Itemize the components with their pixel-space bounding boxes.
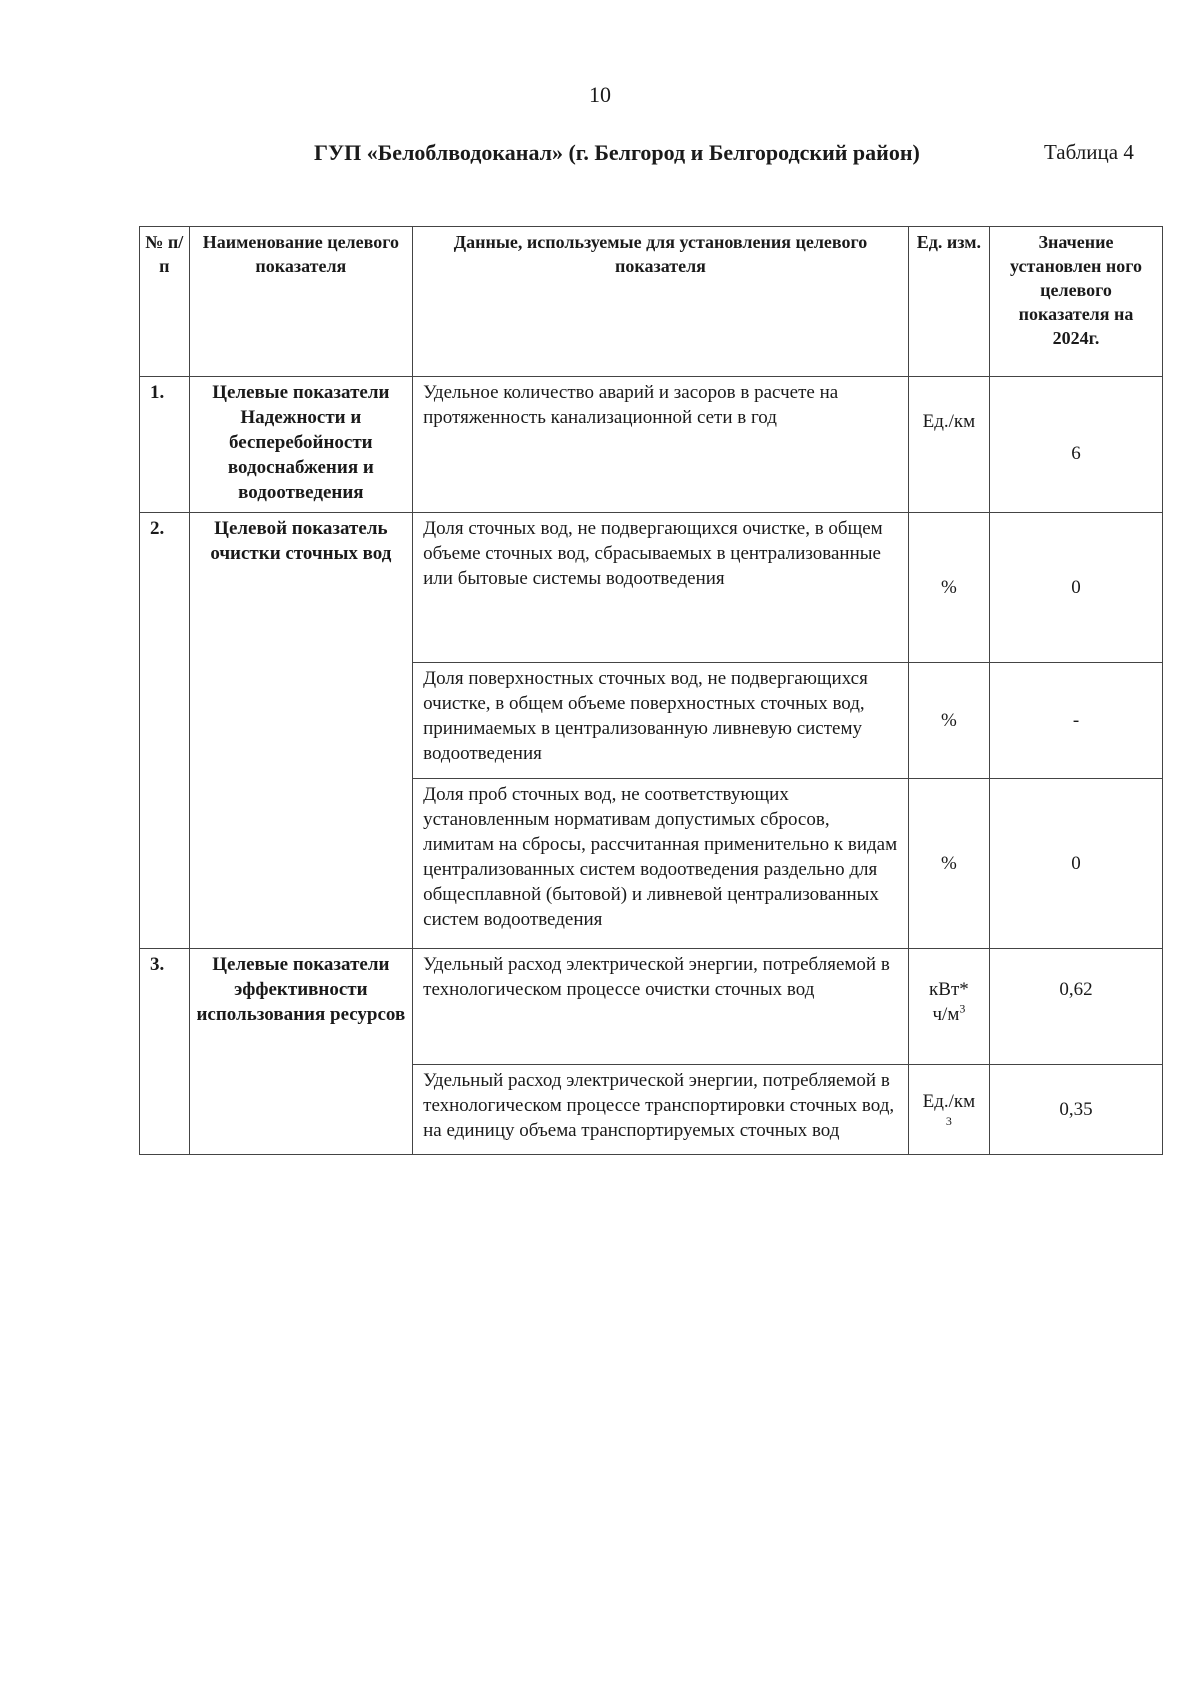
row-value: 0,35 <box>990 1065 1163 1155</box>
table-row <box>140 513 1163 663</box>
row-unit: Ед./км <box>908 377 989 513</box>
row-value: 0 <box>990 513 1163 663</box>
unit-sup: 3 <box>959 1001 966 1016</box>
row-data: Удельный расход электрической энергии, потребляемой в технологическом процессе транспортировки сточных вод, на единицу объема транспортируемых сточных вод <box>413 1065 909 1155</box>
row-data: Доля поверхностных сточных вод, не подвергающихся очистке, в общем объеме поверхностных сточных вод, принимаемых в централизованную ливневую систему водоотведения <box>413 663 909 779</box>
row-data: Доля проб сточных вод, не соответствующих установленным нормативам допустимых сбросов, лимитам на сбросы, рассчитанная применительно к видам централизованных систем водоотведения раздельно для общесплавной (бытовой) и ливневой централизованных систем водоотведения <box>413 779 909 949</box>
header-num: № п/п <box>140 227 190 377</box>
unit-sub: ч/м <box>932 1004 960 1025</box>
target-indicators-table <box>139 226 1163 1155</box>
row-data: Удельное количество аварий и засоров в расчете на протяженность канализационной сети в год <box>413 377 909 513</box>
row-indicator-name: Целевые показатели эффективности использования ресурсов <box>189 949 413 1155</box>
row-value: 6 <box>990 377 1163 513</box>
row-value: 0,62 <box>990 949 1163 1065</box>
row-num: 1. <box>140 377 190 513</box>
row-value: - <box>990 663 1163 779</box>
table-header-row <box>140 227 1163 377</box>
header-unit: Ед. изм. <box>908 227 989 377</box>
row-data: Доля сточных вод, не подвергающихся очистке, в общем объеме сточных вод, сбрасываемых в централизованные или бытовые системы водоотведения <box>413 513 909 663</box>
table-row <box>140 949 1163 1065</box>
row-indicator-name: Целевой показатель очистки сточных вод <box>189 513 413 949</box>
header-value: Значение установлен ного целевого показателя на 2024г. <box>990 227 1163 377</box>
row-num: 3. <box>140 949 190 1155</box>
unit-sup: 3 <box>945 1114 952 1128</box>
unit-main: Ед./км <box>922 1091 976 1112</box>
unit-main: кВт* <box>929 979 969 1000</box>
table-label: Таблица 4 <box>1044 140 1134 164</box>
row-indicator-name: Целевые показатели Надежности и бесперебойности водоснабжения и водоотведения <box>189 377 413 513</box>
row-unit <box>908 949 989 1065</box>
header-data: Данные, используемые для установления целевого показателя <box>413 227 909 377</box>
page-number: 10 <box>589 82 611 107</box>
row-value: 0 <box>990 779 1163 949</box>
row-unit: % <box>908 513 989 663</box>
table-row <box>140 377 1163 513</box>
row-unit: % <box>908 663 989 779</box>
row-num: 2. <box>140 513 190 949</box>
row-unit <box>908 1065 989 1155</box>
header-name: Наименование целевого показателя <box>189 227 413 377</box>
row-unit: % <box>908 779 989 949</box>
row-data: Удельный расход электрической энергии, потребляемой в технологическом процессе очистки сточных вод <box>413 949 909 1065</box>
document-title: ГУП «Белоблводоканал» (г. Белгород и Белгородский район) <box>314 140 920 165</box>
